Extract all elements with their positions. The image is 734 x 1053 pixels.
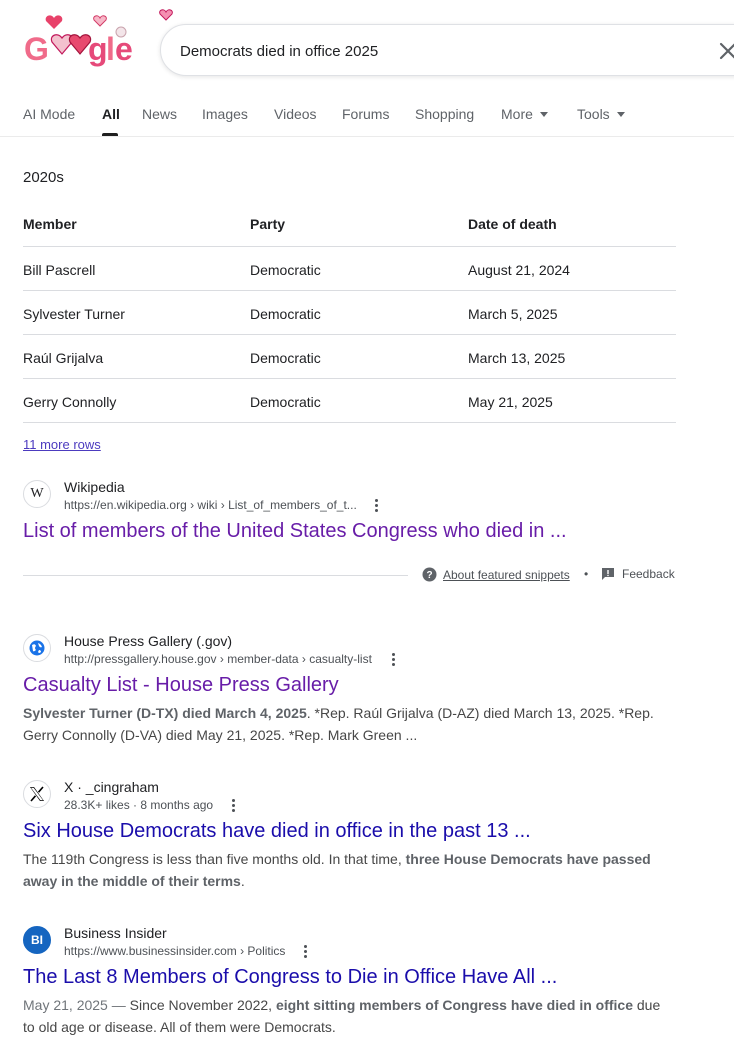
table-row bbox=[23, 247, 676, 291]
header-member: Member bbox=[23, 216, 77, 232]
snippet-bold: Sylvester Turner (D-TX) died March 4, 2025 bbox=[23, 705, 307, 721]
tab-more-label: More bbox=[501, 106, 533, 122]
chevron-down-icon bbox=[617, 112, 625, 117]
featured-table bbox=[23, 202, 676, 423]
table-row bbox=[23, 379, 676, 423]
heart-icon bbox=[46, 15, 63, 29]
cell-party: Democratic bbox=[250, 262, 321, 278]
result-source-name[interactable]: House Press Gallery (.gov) bbox=[64, 633, 233, 649]
header-party: Party bbox=[250, 216, 286, 232]
svg-text:g: g bbox=[88, 31, 108, 67]
globe-favicon-icon[interactable] bbox=[23, 634, 51, 662]
tab-images[interactable]: Images bbox=[202, 106, 248, 122]
tab-shopping[interactable]: Shopping bbox=[415, 106, 475, 122]
result-title-link[interactable]: Casualty List - House Press Gallery bbox=[23, 674, 339, 696]
header-date: Date of death bbox=[468, 216, 557, 232]
snippet-text: due to old age or disease. All of them were Democrats. bbox=[23, 997, 661, 1035]
cell-party: Democratic bbox=[250, 306, 321, 322]
tab-more[interactable] bbox=[501, 106, 548, 122]
result-url[interactable]: http://pressgallery.house.gov › member-data › casualty-list bbox=[64, 652, 372, 666]
table-header bbox=[23, 202, 676, 247]
cell-member: Bill Pascrell bbox=[23, 262, 96, 278]
cell-member: Sylvester Turner bbox=[23, 306, 125, 322]
table-row bbox=[23, 335, 676, 379]
svg-text:G: G bbox=[24, 31, 49, 67]
close-icon[interactable] bbox=[715, 38, 734, 64]
cell-date: March 5, 2025 bbox=[468, 306, 558, 322]
more-options-icon[interactable] bbox=[370, 497, 382, 513]
svg-text:?: ? bbox=[426, 570, 433, 581]
heart-icon bbox=[160, 10, 173, 20]
active-tab-indicator bbox=[102, 133, 118, 136]
cell-party: Democratic bbox=[250, 394, 321, 410]
more-options-icon[interactable] bbox=[227, 797, 239, 813]
snippet-text: . bbox=[240, 873, 245, 889]
cell-date: March 13, 2025 bbox=[468, 350, 566, 366]
cell-member: Raúl Grijalva bbox=[23, 350, 104, 366]
feedback-button[interactable] bbox=[601, 567, 675, 581]
more-rows-link[interactable]: 11 more rows bbox=[23, 437, 101, 452]
divider bbox=[23, 575, 408, 576]
tab-news[interactable]: News bbox=[142, 106, 178, 122]
cell-date: August 21, 2024 bbox=[468, 262, 570, 278]
tab-ai-mode[interactable]: AI Mode bbox=[23, 106, 76, 122]
result-meta: 28.3K+ likes · 8 months ago bbox=[64, 798, 214, 812]
google-doodle-logo[interactable] bbox=[22, 4, 178, 70]
result-source-name[interactable]: Wikipedia bbox=[64, 479, 125, 495]
about-featured-snippets[interactable] bbox=[422, 567, 570, 582]
search-input[interactable] bbox=[180, 38, 700, 64]
cell-party: Democratic bbox=[250, 350, 321, 366]
tab-forums[interactable]: Forums bbox=[342, 106, 390, 122]
snippet-bold: three House Democrats have passed away in the middle of their terms bbox=[23, 851, 651, 889]
more-options-icon[interactable] bbox=[299, 943, 311, 959]
snippet-text: The 119th Congress is less than five months old. In that time, bbox=[23, 851, 406, 867]
result-snippet bbox=[23, 702, 668, 746]
cell-member: Gerry Connolly bbox=[23, 394, 117, 410]
search-tabs bbox=[0, 96, 734, 137]
tab-tools[interactable] bbox=[577, 106, 625, 122]
separator-dot: • bbox=[584, 567, 589, 581]
result-url[interactable]: https://en.wikipedia.org › wiki › List_of_members_of_t... bbox=[64, 498, 357, 512]
snippet-date: May 21, 2025 bbox=[23, 997, 108, 1013]
svg-text:e: e bbox=[115, 31, 133, 67]
result-title-link[interactable]: Six House Democrats have died in office in the past 13 ... bbox=[23, 820, 531, 842]
business-insider-favicon-icon[interactable] bbox=[23, 926, 51, 954]
heart-icon bbox=[94, 16, 107, 26]
result-title-link[interactable]: List of members of the United States Congress who died in ... bbox=[23, 520, 567, 542]
snippet-text: . *Rep. Raúl Grijalva (D-AZ) died March 13, 2025. *Rep. Gerry Connolly (D-VA) died May 21, 2025. *Rep. Mark Green ... bbox=[23, 705, 654, 743]
search-box[interactable] bbox=[160, 24, 734, 76]
result-source-name[interactable]: Business Insider bbox=[64, 925, 167, 941]
x-favicon-icon[interactable] bbox=[23, 780, 51, 808]
svg-text:l: l bbox=[106, 31, 115, 67]
table-row bbox=[23, 291, 676, 335]
chevron-down-icon bbox=[540, 112, 548, 117]
result-source-name[interactable]: X · _cingraham bbox=[64, 779, 159, 795]
result-snippet bbox=[23, 994, 668, 1038]
snippet-dash: — bbox=[107, 997, 130, 1013]
tab-all[interactable]: All bbox=[102, 106, 120, 122]
result-snippet bbox=[23, 848, 668, 892]
tab-videos[interactable]: Videos bbox=[274, 106, 317, 122]
cell-date: May 21, 2025 bbox=[468, 394, 553, 410]
snippet-text: Since November 2022, bbox=[129, 997, 276, 1013]
snippet-bold: eight sitting members of Congress have died in office bbox=[275, 997, 633, 1013]
result-url[interactable]: https://www.businessinsider.com › Politics bbox=[64, 944, 286, 958]
help-icon bbox=[422, 567, 437, 582]
more-options-icon[interactable] bbox=[387, 651, 399, 667]
favicon-text: BI bbox=[31, 933, 43, 947]
about-featured-snippets-label: About featured snippets bbox=[443, 568, 570, 582]
wikipedia-favicon-icon[interactable]: W bbox=[23, 480, 51, 508]
section-title: 2020s bbox=[23, 169, 64, 186]
feedback-icon bbox=[601, 567, 615, 581]
tab-tools-label: Tools bbox=[577, 106, 610, 122]
result-title-link[interactable]: The Last 8 Members of Congress to Die in Office Have All ... bbox=[23, 966, 558, 988]
feedback-label: Feedback bbox=[622, 567, 675, 581]
